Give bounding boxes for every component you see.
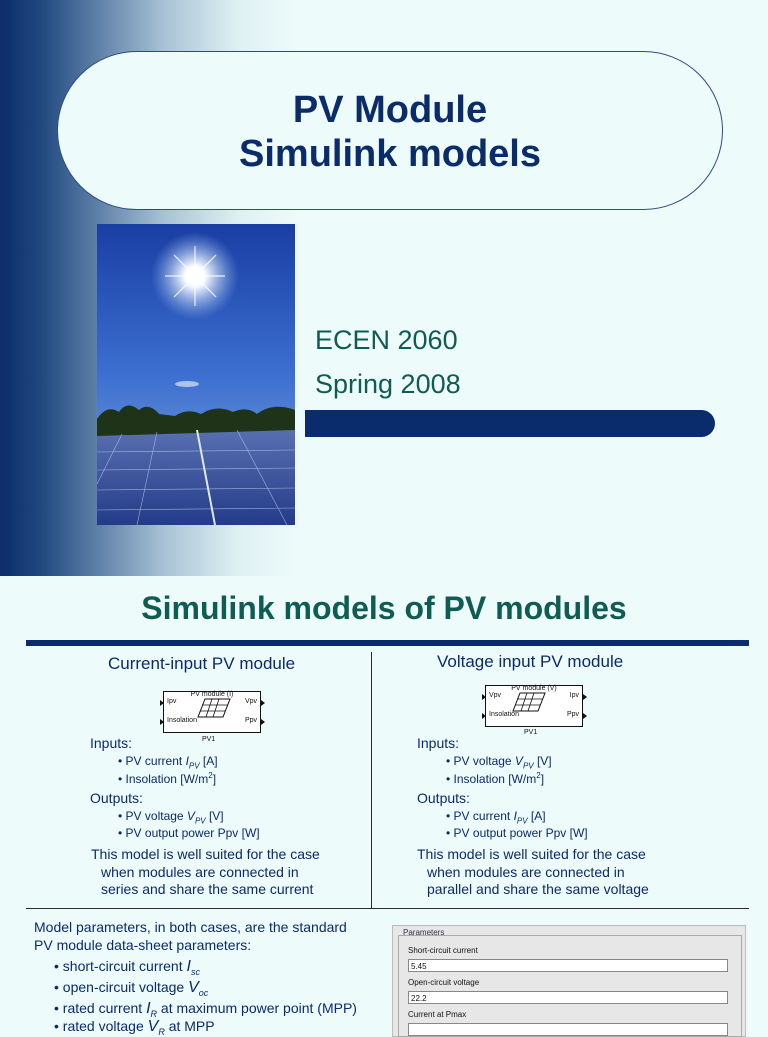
- param-bullet: • rated current $I_R$ at maximum power point (MPP): [54, 1000, 357, 1019]
- output-port-icon: [261, 719, 265, 725]
- block-input-2: Insolation: [489, 711, 519, 718]
- param-bullet: • short-circuit current $I_{sc}$: [54, 958, 200, 977]
- input-item: • PV voltage $V_{PV}$ [V]: [446, 754, 552, 771]
- output-item: • PV current $I_{PV}$ [A]: [446, 809, 546, 826]
- model-params-intro: Model parameters, in both cases, are the standard PV module data-sheet parameters:: [34, 919, 347, 953]
- input-port-icon: [482, 694, 486, 700]
- left-description: This model is well suited for the case when modules are connected in series and share the same current: [91, 846, 320, 897]
- field-label: Open-circuit voltage: [408, 978, 480, 987]
- title-line-1: PV Module: [292, 89, 488, 131]
- input-port-icon: [160, 700, 164, 706]
- slide-title: Simulink models of PV modules: [141, 590, 627, 626]
- parameters-title: Parameters: [403, 928, 445, 937]
- right-column-heading: Voltage input PV module: [437, 652, 624, 671]
- course-number: ECEN 2060: [315, 325, 458, 355]
- current-at-pmax-field[interactable]: [408, 1023, 728, 1036]
- pv-panel-icon: [197, 698, 231, 718]
- block-input-1: Ipv: [167, 698, 177, 705]
- output-item: • PV voltage $V_{PV}$ [V]: [118, 809, 224, 826]
- short-circuit-current-field[interactable]: 5.45: [408, 959, 728, 972]
- pv-panel-icon: [512, 692, 546, 712]
- title-line-2: Simulink models: [239, 133, 541, 175]
- field-label: Short-circuit current: [408, 946, 478, 955]
- block-label: PV1: [524, 729, 538, 736]
- block-title: PV module (V): [511, 685, 557, 692]
- accent-bar: [305, 410, 715, 437]
- left-column-heading: Current-input PV module: [108, 654, 296, 673]
- block-input-1: Vpv: [489, 692, 502, 699]
- inputs-label: Inputs:: [90, 735, 133, 751]
- output-item: • PV output power Ppv [W]: [446, 826, 588, 840]
- field-label: Current at Pmax: [408, 1010, 467, 1019]
- outputs-label: Outputs:: [417, 790, 470, 806]
- right-description: This model is well suited for the case when modules are connected in parallel and share the same voltage: [417, 846, 649, 897]
- param-bullet: • rated voltage $V_R$ at MPP: [54, 1018, 215, 1037]
- block-output-2: Ppv: [566, 711, 579, 718]
- outputs-label: Outputs:: [90, 790, 143, 806]
- pv-module-i-block: [163, 691, 261, 733]
- block-output-2: Ppv: [244, 717, 257, 724]
- title-rule: [26, 640, 749, 646]
- block-output-1: Vpv: [244, 698, 257, 705]
- pv-module-v-block: [485, 685, 583, 727]
- input-item: • Insolation $[W/m^2]$: [446, 771, 545, 786]
- course-term: Spring 2008: [315, 369, 461, 399]
- title-box: [57, 51, 723, 210]
- section-rule: [26, 908, 749, 909]
- input-item: • PV current $I_{PV}$ [A]: [118, 754, 218, 771]
- block-label: PV1: [202, 736, 216, 743]
- block-input-2: Insolation: [167, 717, 197, 724]
- output-port-icon: [583, 694, 587, 700]
- input-port-icon: [160, 719, 164, 725]
- course-info: [315, 318, 461, 406]
- models-slide: [0, 576, 768, 1037]
- solar-panel-photo: [97, 224, 295, 525]
- open-circuit-voltage-field[interactable]: 22.2: [408, 991, 728, 1004]
- output-port-icon: [583, 713, 587, 719]
- inputs-label: Inputs:: [417, 735, 460, 751]
- param-bullet: • open-circuit voltage $V_{oc}$: [54, 979, 209, 998]
- parameters-dialog: [392, 925, 746, 1037]
- block-title: PV module (I): [190, 691, 234, 698]
- input-item: • Insolation $[W/m^2]$: [118, 771, 217, 786]
- block-output-1: Ipv: [569, 692, 579, 699]
- input-port-icon: [482, 713, 486, 719]
- output-item: • PV output power Ppv [W]: [118, 826, 260, 840]
- output-port-icon: [261, 700, 265, 706]
